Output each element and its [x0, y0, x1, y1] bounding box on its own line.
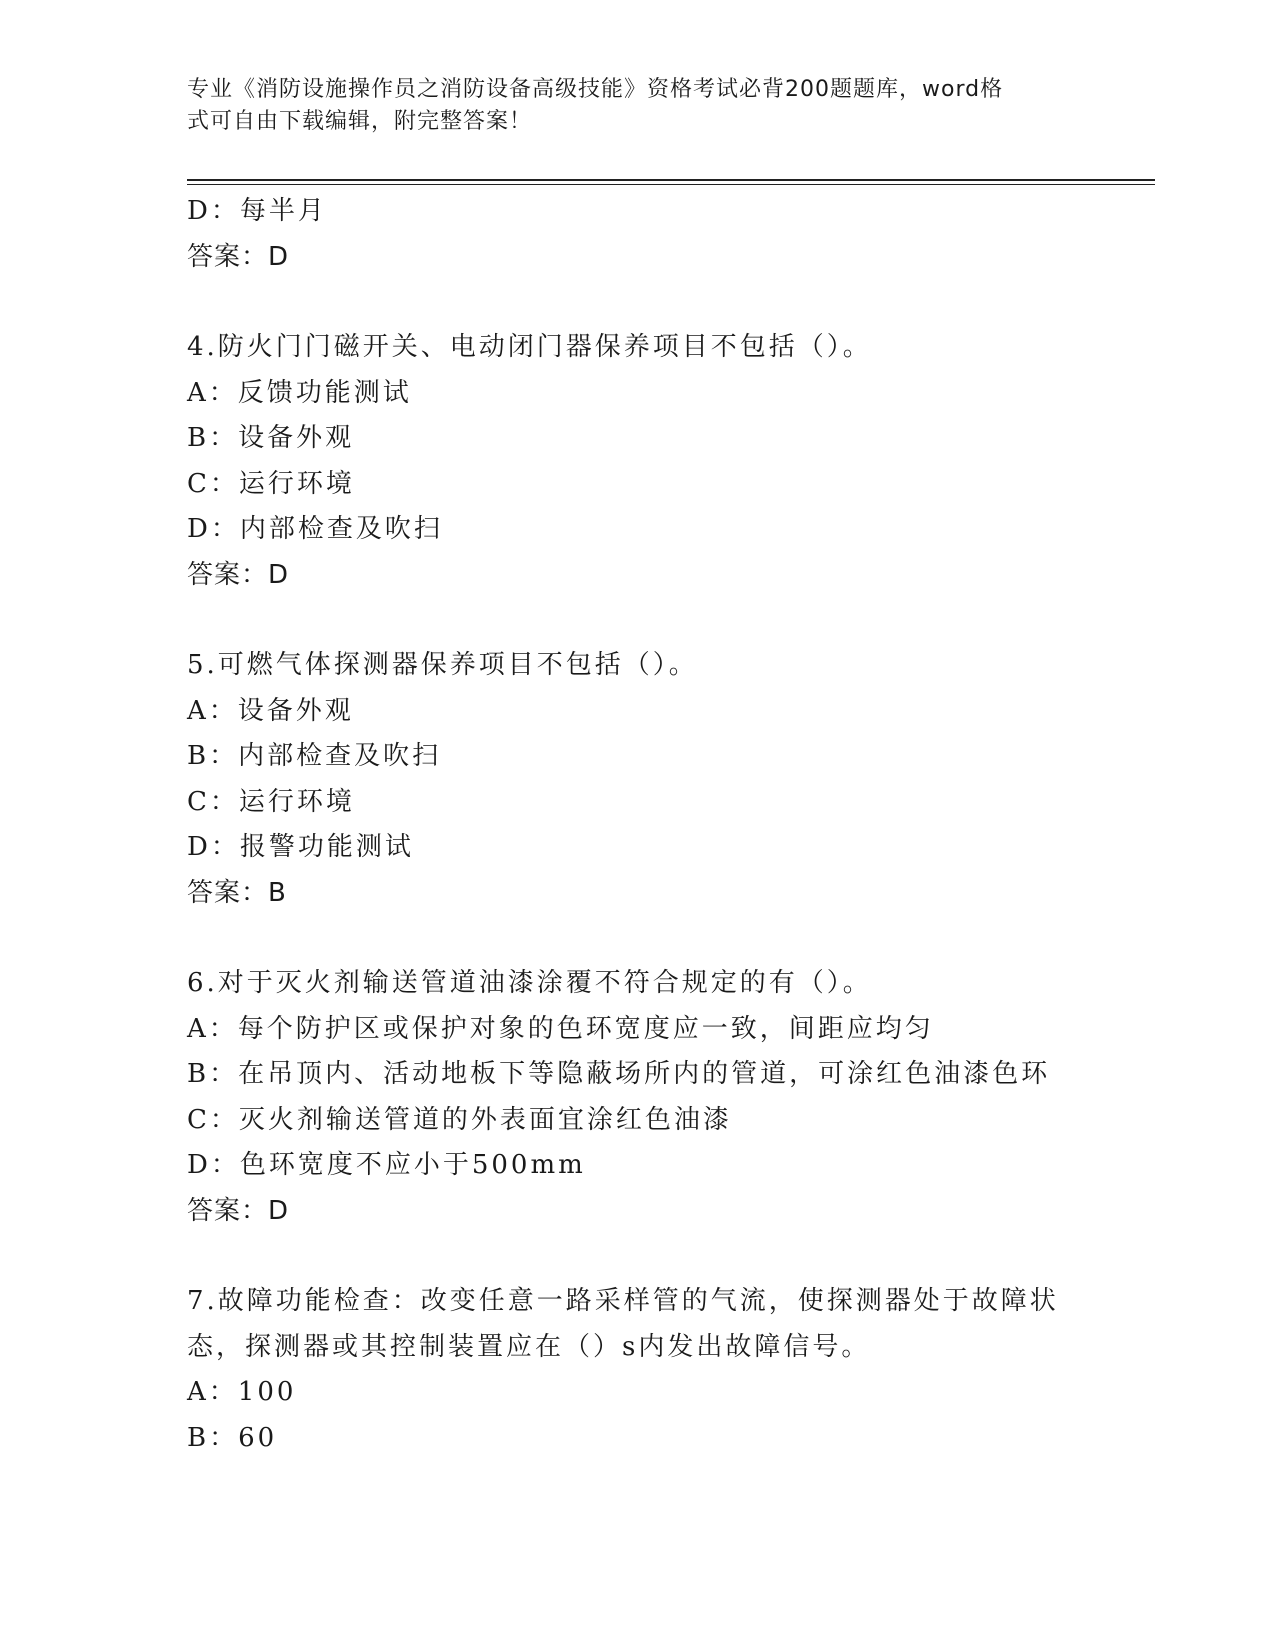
option-b: B：设备外观 — [187, 423, 355, 453]
header-divider-thick — [187, 179, 1155, 181]
answer-line: 答案：D — [187, 559, 290, 590]
option-c: C：运行环境 — [187, 468, 355, 499]
spacer — [187, 598, 1147, 643]
option-b: B：在吊顶内、活动地板下等隐蔽场所内的管道，可涂红色油漆色环 — [187, 1059, 1051, 1089]
spacer — [187, 916, 1147, 961]
question-stem: 5.可燃气体探测器保养项目不包括（）。 — [187, 650, 698, 680]
option-b: B：内部检查及吹扫 — [187, 741, 442, 771]
question-list — [187, 189, 1147, 1461]
option-d: D：色环宽度不应小于500mm — [187, 1150, 586, 1180]
header-line-1: 专业《消防设施操作员之消防设备高级技能》资格考试必背200题题库，word格 — [187, 77, 1004, 102]
document-header — [187, 74, 1067, 138]
option-a: A：100 — [187, 1377, 297, 1407]
option-c: C：灭火剂输送管道的外表面宜涂红色油漆 — [187, 1104, 732, 1135]
question-stem-line-2: 态，探测器或其控制装置应在（）s内发出故障信号。 — [187, 1331, 871, 1362]
question-stem: 4.防火门门磁开关、电动闭门器保养项目不包括（）。 — [187, 332, 872, 362]
answer-line: 答案：D — [187, 1195, 290, 1226]
option-a: A：反馈功能测试 — [187, 377, 412, 408]
header-divider-thin — [187, 184, 1155, 185]
header-line-2: 式可自由下载编辑，附完整答案！ — [187, 109, 533, 134]
question-7 — [187, 1279, 1147, 1461]
option-a: A：设备外观 — [187, 695, 354, 726]
previous-question-tail — [187, 189, 1147, 280]
answer-line: 答案：B — [187, 877, 287, 908]
option-b: B：60 — [187, 1422, 278, 1453]
option-d: D：内部检查及吹扫 — [187, 514, 443, 544]
question-5 — [187, 643, 1147, 916]
option-d: D：每半月 — [187, 196, 327, 226]
option-c: C：运行环境 — [187, 786, 355, 817]
answer-line: 答案：D — [187, 241, 290, 272]
spacer — [187, 280, 1147, 325]
option-d: D：报警功能测试 — [187, 832, 414, 862]
question-stem: 6.对于灭火剂输送管道油漆涂覆不符合规定的有（）。 — [187, 968, 872, 998]
question-6 — [187, 961, 1147, 1234]
option-a: A：每个防护区或保护对象的色环宽度应一致，间距应均匀 — [187, 1013, 934, 1044]
question-stem-line-1: 7.故障功能检查：改变任意一路采样管的气流，使探测器处于故障状 — [187, 1286, 1059, 1316]
question-4 — [187, 325, 1147, 598]
spacer — [187, 1234, 1147, 1279]
